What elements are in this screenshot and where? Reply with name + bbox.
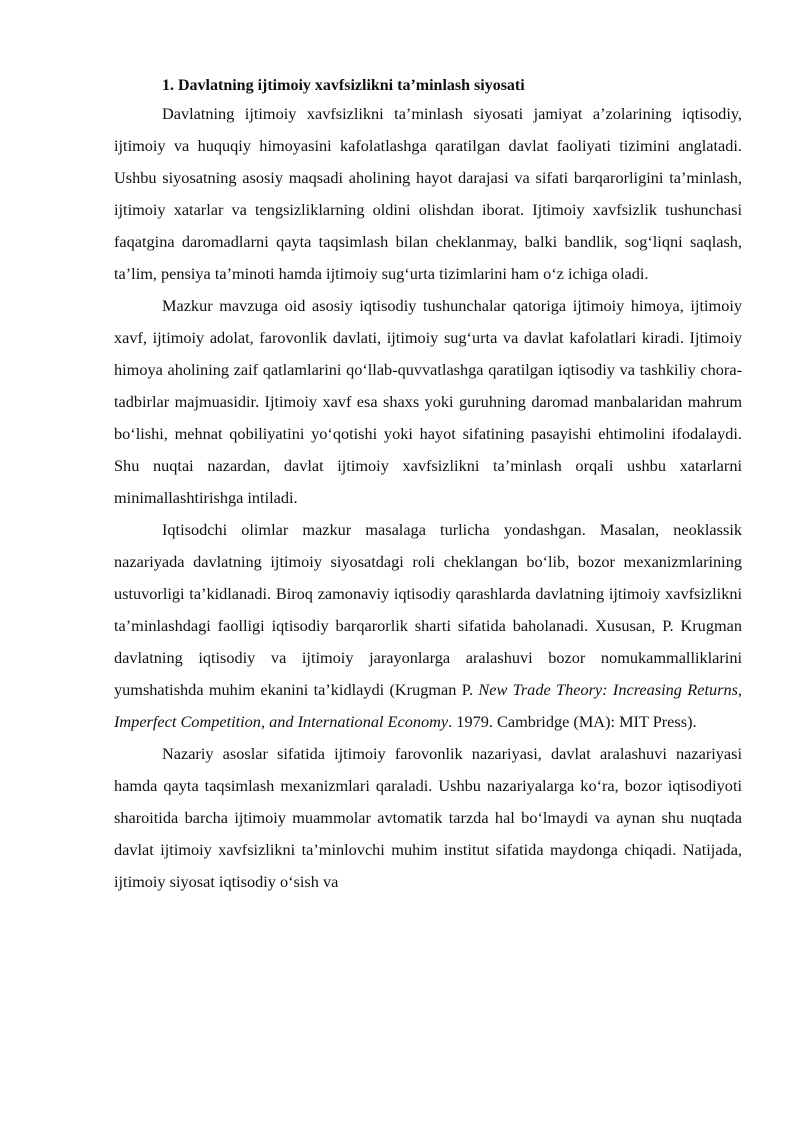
- paragraph-theory: Nazariy asoslar sifatida ijtimoiy farovonlik nazariyasi, davlat aralashuvi nazariyasi hamda qayta taqsimlash mexanizmlari qaraladi. Ushbu nazariyalarga ko‘ra, bozor iqtisodiyoti sharoitida barcha ijtimoiy muammolar avtomatik tarzda hal bo‘lmaydi va aynan shu nuqtada davlat ijtimoiy xavfsizlikni ta’minlovchi muhim institut sifatida maydonga chiqadi. Natijada, ijtimoiy siyosat iqtisodiy o‘sish va: [114, 744, 742, 891]
- citation-details: . 1979. Cambridge (MA): MIT Press).: [448, 712, 697, 731]
- citation-title: New Trade Theory: Increasing Returns, Imperfect Competition, and International Economy: [114, 680, 743, 731]
- paragraph-economists-text: Iqtisodchi olimlar mazkur masalaga turlicha yondashgan. Masalan, neoklassik nazariyada davlatning ijtimoiy siyosatdagi roli cheklangan bo‘lib, bozor mexanizmlarining ustuvorligi ta’kidlanadi. Biroq zamonaviy iqtisodiy qarashlarda davlatning ijtimoiy xavfsizlikni ta’minlashdagi faolligi iqtisodiy barqarorlik sharti sifatida baholanadi. Xususan, P. Krugman davlatning iqtisodiy va ijtimoiy jarayonlarga aralashuvi bozor nomukammalliklarini yumshatishda muhim ekanini ta’kidlaydi (Krugman P.: [114, 520, 742, 699]
- paragraph-economists: [114, 514, 742, 738]
- section-heading: 1. Davlatning ijtimoiy xavfsizlikni ta’minlash siyosati: [162, 77, 525, 94]
- document-page: [114, 74, 742, 898]
- paragraph-concepts: Mazkur mavzuga oid asosiy iqtisodiy tushunchalar qatoriga ijtimoiy himoya, ijtimoiy xavf, ijtimoiy adolat, farovonlik davlati, ijtimoiy sug‘urta va davlat kafolatlari kiradi. Ijtimoiy himoya aholining zaif qatlamlarini qo‘llab-quvvatlashga qaratilgan iqtisodiy va tashkiliy chora-tadbirlar majmuasidir. Ijtimoiy xavf esa shaxs yoki guruhning daromad manbalaridan mahrum bo‘lishi, mehnat qobiliyatini yo‘qotishi yoki hayot sifatining pasayishi ehtimolini ifodalaydi. Shu nuqtai nazardan, davlat ijtimoiy xavfsizlikni ta’minlash orqali ushbu xatarlarni minimallashtirishga intiladi.: [114, 296, 742, 507]
- paragraph-definition: Davlatning ijtimoiy xavfsizlikni ta’minlash siyosati jamiyat a’zolarining iqtisodiy, ijtimoiy va huquqiy himoyasini kafolatlashga qaratilgan davlat faoliyati tizimini anglatadi. Ushbu siyosatning asosiy maqsadi aholining hayot darajasi va sifati barqarorligini ta’minlash, ijtimoiy xatarlar va tengsizliklarning oldini olishdan iborat. Ijtimoiy xavfsizlik tushunchasi faqatgina daromadlarni qayta taqsimlash bilan cheklanmay, balki bandlik, sog‘liqni saqlash, ta’lim, pensiya ta’minoti hamda ijtimoiy sug‘urta tizimlarini ham o‘z ichiga oladi.: [114, 104, 742, 283]
